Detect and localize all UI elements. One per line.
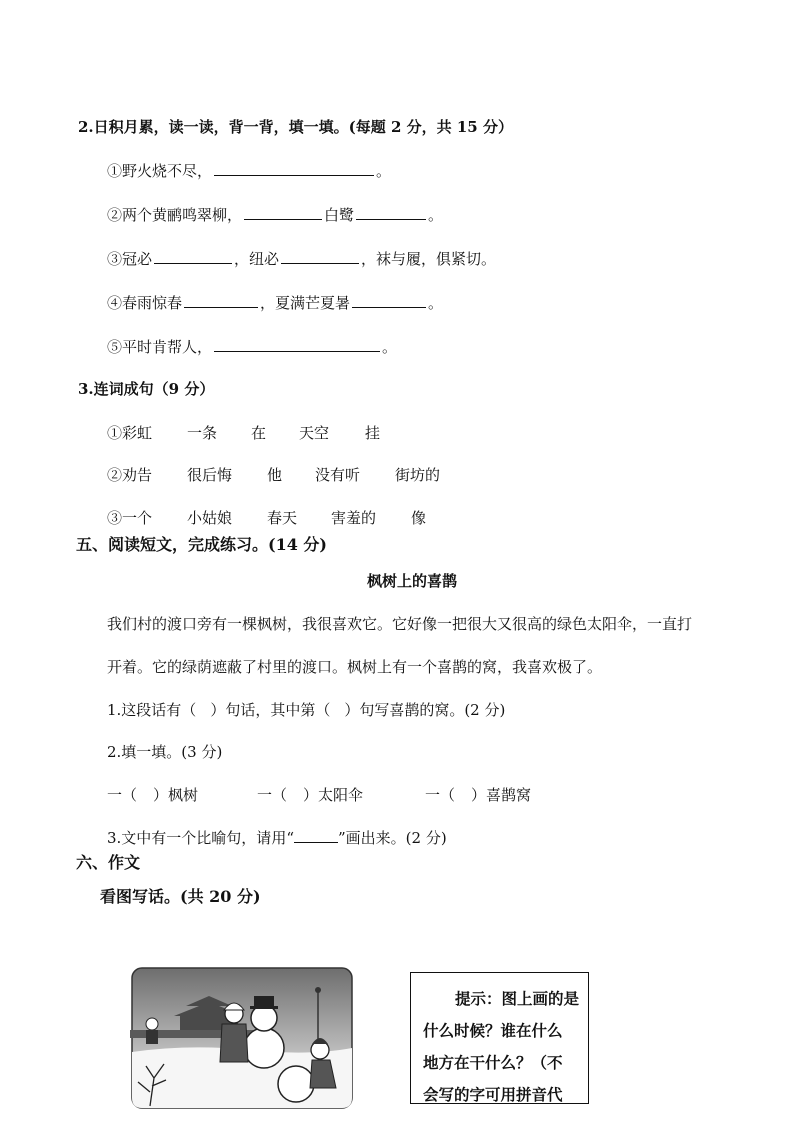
q2-item-3-end: ，袜与履，俱紧切。 bbox=[361, 250, 497, 268]
word: ②劝告 bbox=[107, 466, 153, 484]
answer-blank[interactable] bbox=[352, 293, 426, 308]
word: 小姑娘 bbox=[187, 509, 233, 527]
s5-question-1 bbox=[107, 699, 505, 720]
word: 在 bbox=[251, 424, 267, 442]
word: 天空 bbox=[299, 424, 330, 442]
q3-text-a: 3.文中有一个比喻句，请用“ bbox=[107, 829, 294, 847]
answer-blank[interactable] bbox=[184, 293, 258, 308]
q2-item-3-mid: ，纽必 bbox=[234, 250, 280, 268]
fill-item-post: ）喜鹊窝 bbox=[471, 786, 532, 804]
fill-item bbox=[257, 784, 425, 805]
section-6-title: 六、作文 bbox=[76, 853, 141, 872]
fill-item-post: ）枫树 bbox=[153, 786, 199, 804]
tip-line-2: 什么时候？谁在什么 bbox=[423, 1022, 563, 1040]
q3-text-b: ”画出来。(2 分) bbox=[337, 829, 447, 847]
underline-sample bbox=[294, 828, 338, 843]
q3-title: 3.连词成句（9 分） bbox=[78, 380, 215, 398]
fill-item-pre: 一（ bbox=[425, 786, 456, 804]
s5-question-2-items bbox=[107, 784, 531, 805]
answer-blank[interactable] bbox=[281, 249, 359, 264]
word: 像 bbox=[411, 509, 427, 527]
fill-item bbox=[107, 784, 257, 805]
answer-blank[interactable] bbox=[356, 205, 426, 220]
snowman-illustration bbox=[130, 966, 354, 1110]
q2-item-2-mid: 白鹭 bbox=[324, 206, 355, 224]
q3-row-1 bbox=[107, 422, 380, 443]
q2-item-2-text: ②两个黄鹂鸣翠柳， bbox=[107, 206, 243, 224]
q1-text-a: 1.这段话有（ bbox=[107, 701, 197, 719]
q2-item-4-text: ④春雨惊春 bbox=[107, 294, 183, 312]
writing-subtitle: 看图写话。(共 20 分) bbox=[100, 887, 261, 906]
s5-question-3 bbox=[107, 827, 447, 848]
fill-item-pre: 一（ bbox=[107, 786, 138, 804]
word: 街坊的 bbox=[395, 466, 441, 484]
q2-item-1-text: ①野火烧不尽， bbox=[107, 162, 213, 180]
answer-blank[interactable] bbox=[244, 205, 322, 220]
answer-blank[interactable] bbox=[214, 337, 380, 352]
word: 害羞的 bbox=[331, 509, 377, 527]
word: 春天 bbox=[267, 509, 298, 527]
tip-line-1: 提示：图上画的是 bbox=[455, 990, 580, 1008]
word: 很后悔 bbox=[187, 466, 233, 484]
tip-line-4: 会写的字可用拼音代 bbox=[423, 1086, 563, 1104]
q2-item-3 bbox=[107, 248, 496, 269]
q2-item-2-end: 。 bbox=[428, 206, 444, 224]
fill-item-pre: 一（ bbox=[257, 786, 288, 804]
q2-item-1 bbox=[107, 160, 391, 181]
word: 没有听 bbox=[315, 466, 361, 484]
q2-item-4-mid: ，夏满芒夏暑 bbox=[260, 294, 351, 312]
q2-item-3-text: ③冠必 bbox=[107, 250, 153, 268]
passage-line-1: 我们村的渡口旁有一棵枫树，我很喜欢它。它好像一把很大又很高的绿色太阳伞，一直打 bbox=[107, 615, 693, 633]
q1-text-b: ）句话，其中第（ bbox=[210, 701, 331, 719]
word: ①彩虹 bbox=[107, 424, 153, 442]
q2-item-5 bbox=[107, 336, 397, 357]
q2-item-1-end: 。 bbox=[376, 162, 392, 180]
tip-line-3: 地方在干什么？（不 bbox=[423, 1054, 563, 1072]
word: ③一个 bbox=[107, 509, 153, 527]
q2-item-5-text: ⑤平时肯帮人， bbox=[107, 338, 213, 356]
q3-row-2 bbox=[107, 464, 440, 485]
word: 一条 bbox=[187, 424, 218, 442]
q2-item-5-end: 。 bbox=[382, 338, 398, 356]
answer-blank[interactable] bbox=[154, 249, 232, 264]
section-5-title: 五、阅读短文，完成练习。(14 分) bbox=[76, 535, 327, 554]
q1-text-c: ）句写喜鹊的窝。(2 分) bbox=[344, 701, 506, 719]
word: 挂 bbox=[365, 424, 381, 442]
q3-row-3 bbox=[107, 507, 426, 528]
q2-title: 2.日积月累，读一读，背一背，填一填。(每题 2 分，共 15 分） bbox=[78, 118, 513, 136]
passage-title: 枫树上的喜鹊 bbox=[366, 572, 457, 590]
q2-item-4 bbox=[107, 292, 443, 313]
fill-item-post: ）太阳伞 bbox=[303, 786, 364, 804]
writing-tip-box bbox=[410, 972, 589, 1104]
s5-question-2-title: 2.填一填。(3 分) bbox=[107, 743, 223, 761]
answer-blank[interactable] bbox=[214, 161, 374, 176]
q2-item-4-end: 。 bbox=[428, 294, 444, 312]
fill-item bbox=[425, 784, 531, 805]
word: 他 bbox=[267, 466, 283, 484]
passage-line-2: 开着。它的绿荫遮蔽了村里的渡口。枫树上有一个喜鹊的窝，我喜欢极了。 bbox=[107, 658, 603, 676]
q2-item-2 bbox=[107, 204, 443, 225]
